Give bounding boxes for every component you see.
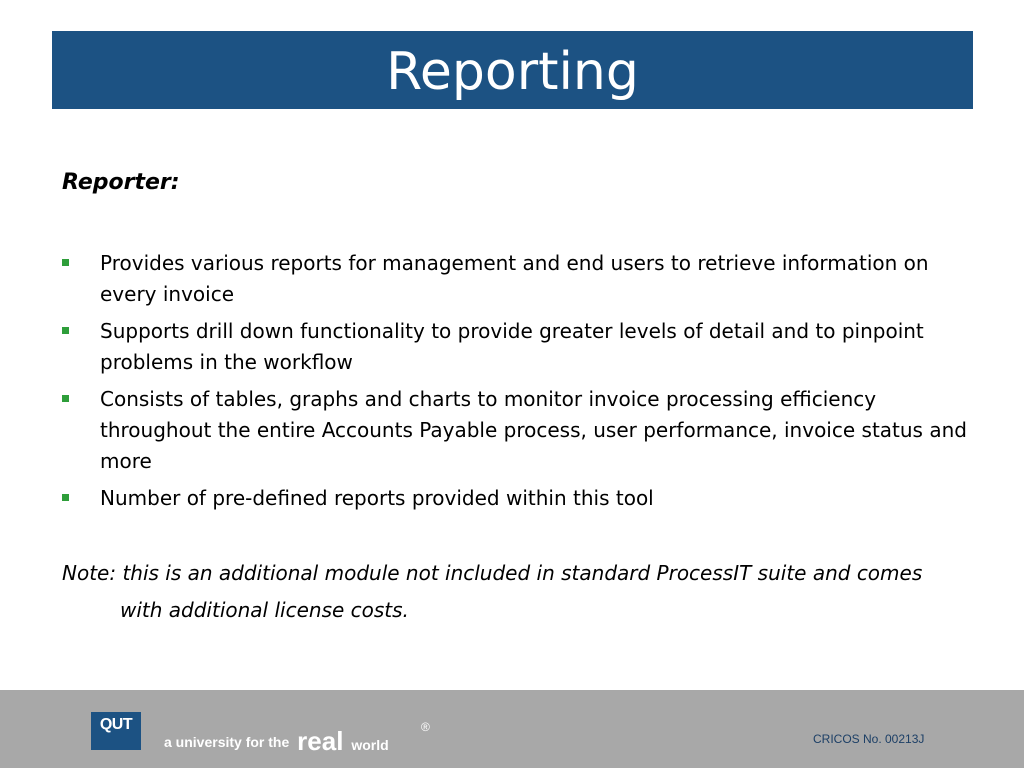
logo-text: QUT: [99, 716, 133, 733]
tagline-suffix: world: [351, 737, 389, 753]
bullet-item: [62, 248, 972, 310]
note-line-1: Note: this is an additional module not included in standard ProcessIT suite and comes: [62, 561, 923, 585]
bullet-text: Consists of tables, graphs and charts to monitor invoice processing efficiency throughout the entire Accounts Payable process, user performance, invoice status and more: [100, 387, 967, 473]
bullet-item: [62, 483, 972, 514]
bullet-text: Number of pre-defined reports provided within this tool: [100, 486, 654, 510]
bullet-text: Provides various reports for management and end users to retrieve information on every invoice: [100, 251, 929, 306]
bullet-square-icon: [62, 327, 69, 334]
footer-bar: [0, 690, 1024, 768]
subheading: Reporter:: [62, 170, 180, 195]
note: [62, 555, 982, 629]
bullet-list: [62, 248, 972, 520]
cricos-number: CRICOS No. 00213J: [813, 732, 925, 746]
bullet-square-icon: [62, 494, 69, 501]
qut-logo: [91, 712, 141, 750]
bullet-item: [62, 316, 972, 378]
bullet-square-icon: [62, 395, 69, 402]
note-line-2: with additional license costs.: [120, 598, 409, 622]
tagline: [164, 726, 389, 757]
bullet-text: Supports drill down functionality to provide greater levels of detail and to pinpoint problems in the workflow: [100, 319, 924, 374]
registered-mark: ®: [421, 720, 430, 734]
tagline-real: real: [297, 726, 344, 756]
slide-title: Reporting: [386, 42, 639, 102]
bullet-item: [62, 384, 972, 477]
bullet-square-icon: [62, 259, 69, 266]
tagline-prefix: a university for the: [164, 734, 290, 750]
title-bar: [52, 31, 973, 109]
